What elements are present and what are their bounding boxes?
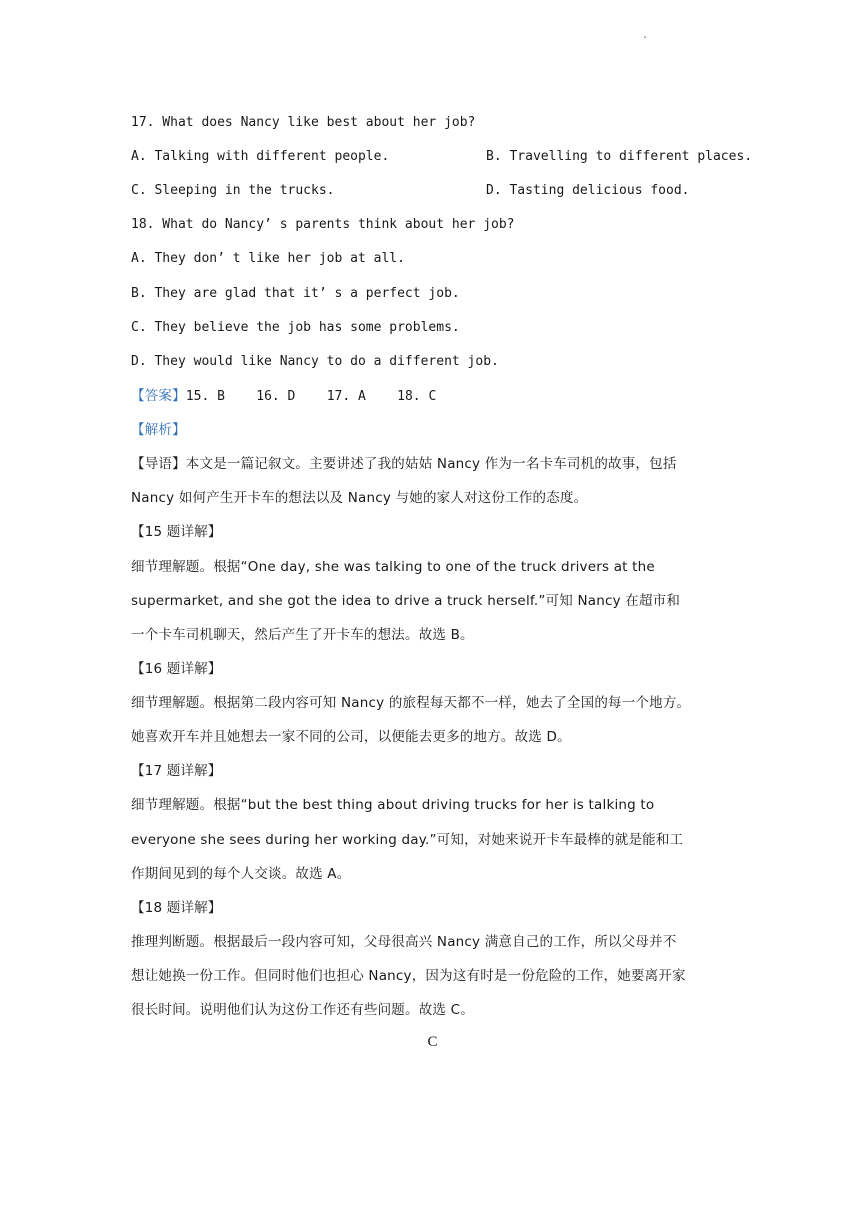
q17-detail-line-3: 作期间见到的每个人交谈。故选 A。 — [131, 866, 351, 882]
option-17-a: A. Talking with different people. — [131, 149, 390, 164]
q18-detail-heading: 【18 题详解】 — [131, 900, 222, 916]
option-17-d: D. Tasting delicious food. — [486, 183, 690, 198]
question-18: 18. What do Nancy’ s parents think about her job? — [131, 217, 515, 232]
q18-detail-line-3: 很长时间。说明他们认为这份工作还有些问题。故选 C。 — [131, 1002, 474, 1018]
analysis-label: 【解析】 — [131, 422, 186, 438]
q16-detail-line-2: 她喜欢开车并且她想去一家不同的公司，以便能去更多的地方。故选 D。 — [131, 729, 571, 745]
q17-detail-line-1: 细节理解题。根据“but the best thing about driving trucks for her is talking to — [131, 797, 655, 813]
answer-text: 15. B 16. D 17. A 18. C — [185, 389, 437, 404]
intro-line-2: Nancy 如何产生开卡车的想法以及 Nancy 与她的家人对这份工作的态度。 — [131, 490, 588, 506]
question-17: 17. What does Nancy like best about her job? — [131, 115, 476, 130]
intro-line-1: 【导语】本文是一篇记叙文。主要讲述了我的姑姑 Nancy 作为一名卡车司机的故事，包括 — [131, 456, 677, 472]
q17-detail-heading: 【17 题详解】 — [131, 763, 222, 779]
q15-detail-line-3: 一个卡车司机聊天，然后产生了开卡车的想法。故选 B。 — [131, 627, 474, 643]
page-footer-letter: C — [427, 1034, 438, 1050]
question-17-options-row1 — [131, 148, 389, 166]
option-18-a: A. They don’ t like her job at all. — [131, 251, 405, 266]
q15-detail-line-2: supermarket, and she got the idea to drive a truck herself.”可知 Nancy 在超市和 — [131, 593, 681, 609]
option-18-d: D. They would like Nancy to do a different job. — [131, 354, 499, 369]
option-18-c: C. They believe the job has some problems. — [131, 320, 460, 335]
q16-detail-line-1: 细节理解题。根据第二段内容可知 Nancy 的旅程每天都不一样，她去了全国的每一个地方。 — [131, 695, 691, 711]
option-18-b: B. They are glad that it’ s a perfect job. — [131, 286, 460, 301]
q16-detail-heading: 【16 题详解】 — [131, 661, 222, 677]
option-17-c: C. Sleeping in the trucks. — [131, 183, 335, 198]
q17-detail-line-2: everyone she sees during her working day.”可知，对她来说开卡车最棒的就是能和工 — [131, 832, 684, 848]
option-17-b: B. Travelling to different places. — [486, 149, 753, 164]
answer-label: 【答案】 — [131, 388, 186, 404]
q15-detail-heading: 【15 题详解】 — [131, 524, 222, 540]
q18-detail-line-2: 想让她换一份工作。但同时他们也担心 Nancy，因为这有时是一份危险的工作，她要离开家 — [131, 968, 686, 984]
q15-detail-line-1: 细节理解题。根据“One day, she was talking to one of the truck drivers at the — [131, 559, 655, 575]
q18-detail-line-1: 推理判断题。根据最后一段内容可知，父母很高兴 Nancy 满意自己的工作，所以父母并不 — [131, 934, 677, 950]
answer-line — [131, 387, 436, 406]
page-mark: . — [642, 30, 649, 41]
